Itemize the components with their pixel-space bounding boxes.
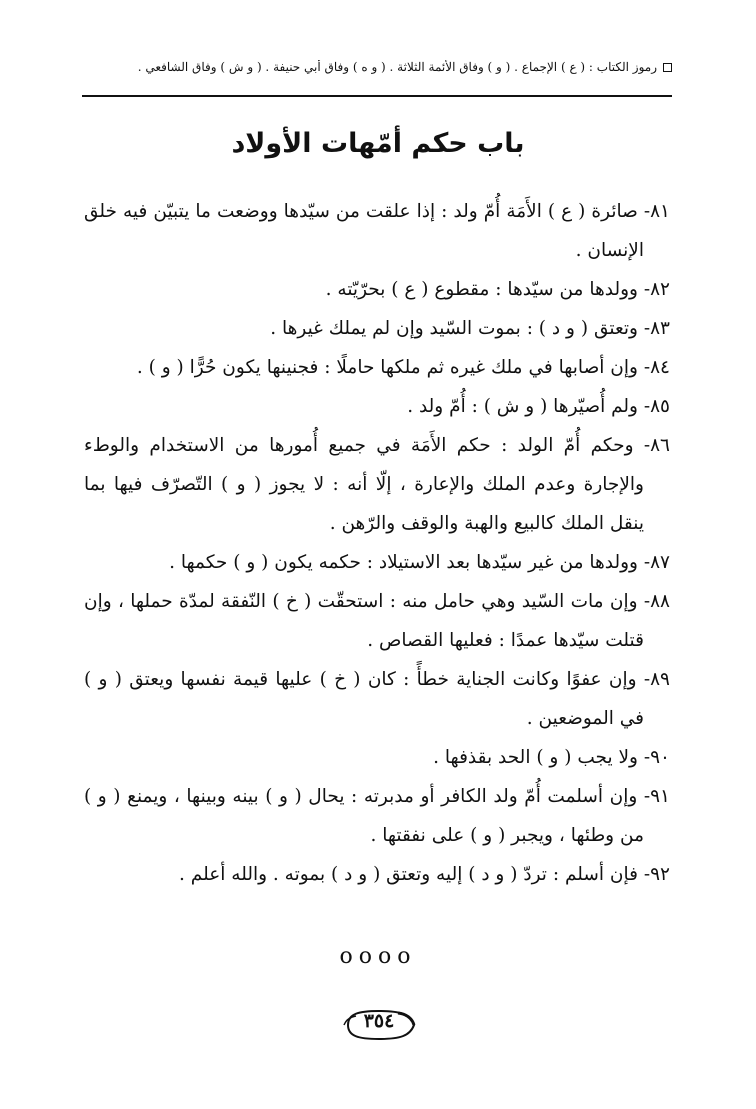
entry-85 <box>84 387 670 426</box>
entry-text: ولا يجب ( و ) الحد بقذفها . <box>433 747 638 768</box>
entry-number: ٨١- <box>643 201 670 222</box>
running-header-text: رموز الكتاب : ( ع ) الإجماع . ( و ) وفاق الأئمة الثلاثة . ( و ه ) وفاق أبي حنيفة . ( و ش ) وفاق الشافعي . <box>137 60 657 74</box>
page-number-cartouche <box>340 1008 418 1042</box>
entry-number: ٩٠- <box>643 747 670 768</box>
running-header <box>82 60 672 74</box>
entry-87 <box>84 543 670 582</box>
entry-83 <box>84 309 670 348</box>
square-bullet-icon <box>663 63 672 72</box>
entry-86 <box>84 426 670 543</box>
entry-number: ٨٣- <box>643 318 670 339</box>
page-number: ٣٥٤ <box>363 1010 395 1032</box>
entry-89 <box>84 660 670 738</box>
entry-text: وإن أصابها في ملك غيره ثم ملكها حاملًا : فجنينها يكون حُرًّا ( و ) . <box>136 357 638 378</box>
entry-number: ٨٤- <box>643 357 670 378</box>
entry-text: وحكم أُمّ الولد : حكم الأَمَة في جميع أُمورها من الاستخدام والوطء والإجارة وعدم الملك والإعارة ، إلّا أنه : لا يجوز ( و ) التّصرّف فيها بما ينقل الملك كالبيع والهبة والوقف والرّهن . <box>84 435 644 534</box>
chapter-title: باب حكم أمّهات الأولاد <box>231 128 525 159</box>
entry-number: ٨٦- <box>643 435 670 456</box>
entry-88 <box>84 582 670 660</box>
entry-84 <box>84 348 670 387</box>
entry-number: ٨٢- <box>643 279 670 300</box>
entry-number: ٨٧- <box>643 552 670 573</box>
entry-text: وإن عفوًا وكانت الجناية خطأً : كان ( خ ) عليها قيمة نفسها ويعتق ( و ) في الموضعين . <box>84 669 644 729</box>
entry-number: ٩٢- <box>643 864 670 885</box>
entry-number: ٩١- <box>643 786 670 807</box>
entry-text: وولدها من سيّدها : مقطوع ( ع ) بحرّيّته . <box>325 279 638 300</box>
entry-text: صائرة ( ع ) الأَمَة أُمّ ولد : إذا علقت من سيّدها ووضعت ما يتبيّن فيه خلق الإنسان . <box>84 201 644 261</box>
entry-90 <box>84 738 670 777</box>
entry-text: وولدها من غير سيّدها بعد الاستيلاد : حكمه يكون ( و ) حكمها . <box>169 552 638 573</box>
entry-text: ولم أُصيّرها ( و ش ) : أُمّ ولد . <box>407 396 638 417</box>
entry-number: ٨٩- <box>643 669 670 690</box>
entry-81 <box>84 192 670 270</box>
end-ornament: oooo <box>339 944 417 969</box>
entry-text: وتعتق ( و د ) : بموت السّيد وإن لم يملك غيرها . <box>270 318 638 339</box>
entry-number: ٨٨- <box>643 591 670 612</box>
header-rule <box>82 95 672 97</box>
entry-text: وإن مات السّيد وهي حامل منه : استحقّت ( خ ) النّفقة لمدّة حملها ، وإن قتلت سيّدها عمدًا : فعليها القصاص . <box>84 591 644 651</box>
entry-text: وإن أسلمت أُمّ ولد الكافر أو مدبرته : يحال ( و ) بينه وبينها ، ويمنع ( و ) من وطئها ، ويجبر ( و ) على نفقتها . <box>84 786 644 846</box>
entry-text: فإن أسلم : تردّ ( و د ) إليه وتعتق ( و د ) بموته . والله أعلم . <box>179 864 638 885</box>
entry-92 <box>84 855 670 894</box>
entry-82 <box>84 270 670 309</box>
entry-number: ٨٥- <box>643 396 670 417</box>
entry-91 <box>84 777 670 855</box>
entries-list <box>84 192 670 894</box>
